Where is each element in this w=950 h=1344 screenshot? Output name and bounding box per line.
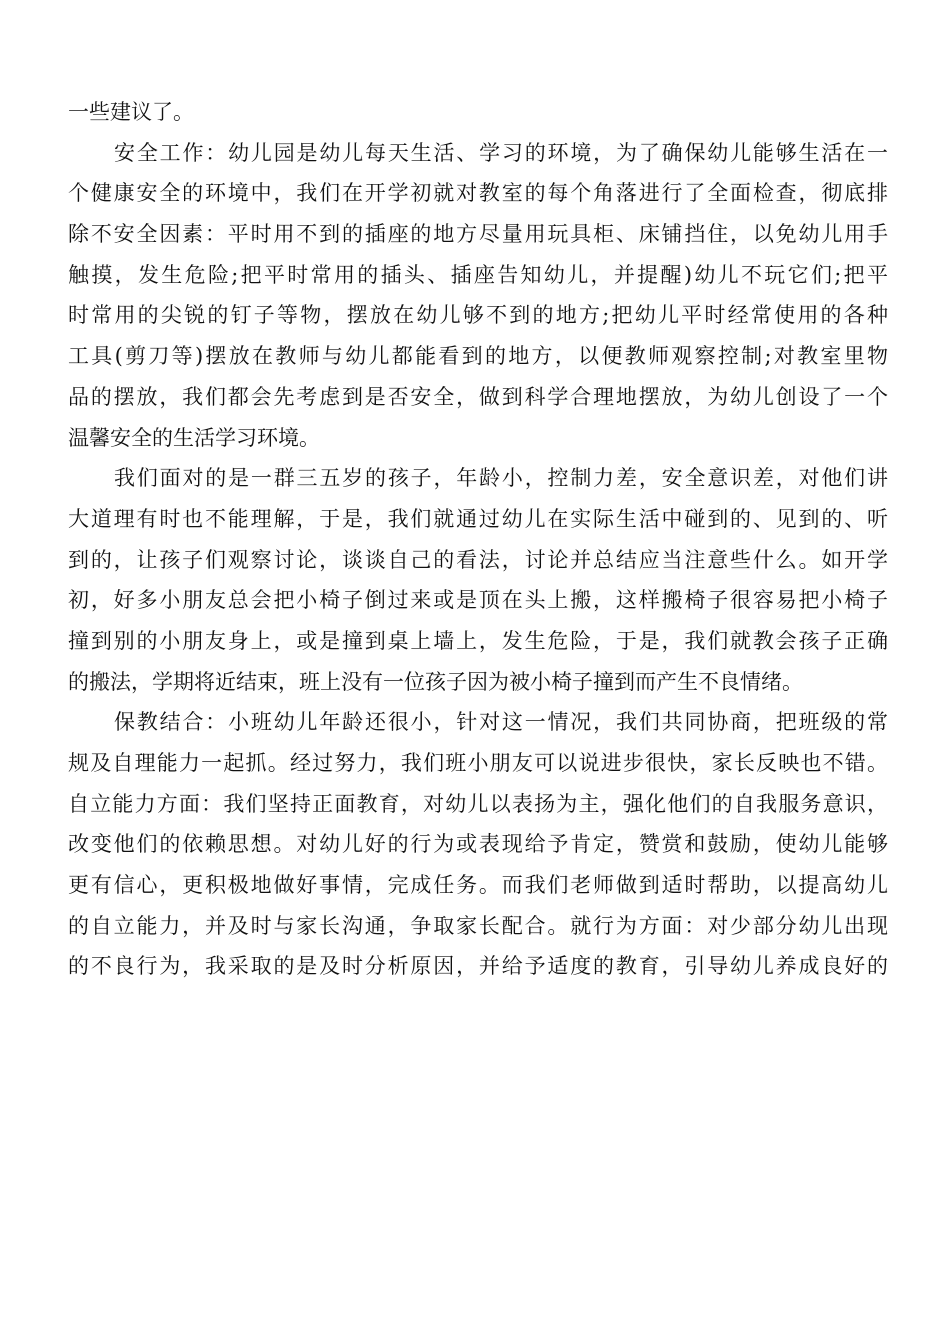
text-line: 更有信心，更积极地做好事情，完成任务。而我们老师做到适时帮助，以提高幼儿 (68, 873, 888, 898)
text-line: 温馨安全的生活学习环境。 (68, 425, 320, 450)
text-line: 时常用的尖锐的钉子等物，摆放在幼儿够不到的地方;把幼儿平时经常使用的各种 (68, 303, 888, 328)
text-line: 品的摆放，我们都会先考虑到是否安全，做到科学合理地摆放，为幼儿创设了一个 (68, 384, 888, 409)
text-line: 工具(剪刀等)摆放在教师与幼儿都能看到的地方，以便教师观察控制;对教室里物 (68, 344, 888, 369)
text-line: 大道理有时也不能理解，于是，我们就通过幼儿在实际生活中碰到的、见到的、听 (68, 506, 888, 531)
text-line: 撞到别的小朋友身上，或是撞到桌上墙上，发生危险，于是，我们就教会孩子正确 (68, 628, 888, 653)
text-line: 我们面对的是一群三五岁的孩子，年龄小，控制力差，安全意识差，对他们讲 (114, 466, 888, 491)
text-line: 改变他们的依赖思想。对幼儿好的行为或表现给予肯定，赞赏和鼓励，使幼儿能够 (68, 832, 888, 857)
text-line: 初，好多小朋友总会把小椅子倒过来或是顶在头上搬，这样搬椅子很容易把小椅子 (68, 588, 888, 613)
text-line: 安全工作：幼儿园是幼儿每天生活、学习的环境，为了确保幼儿能够生活在一 (114, 140, 888, 165)
text-line: 保教结合：小班幼儿年龄还很小，针对这一情况，我们共同协商，把班级的常 (114, 710, 888, 735)
text-line: 除不安全因素：平时用不到的插座的地方尽量用玩具柜、床铺挡住，以免幼儿用手 (68, 222, 888, 247)
text-line: 自立能力方面：我们坚持正面教育，对幼儿以表扬为主，强化他们的自我服务意识， (68, 791, 888, 816)
text-line: 触摸，发生危险;把平时常用的插头、插座告知幼儿，并提醒)幼儿不玩它们;把平 (68, 262, 888, 287)
text-line: 的搬法，学期将近结束，班上没有一位孩子因为被小椅子撞到而产生不良情绪。 (68, 669, 803, 694)
text-line: 个健康安全的环境中，我们在开学初就对教室的每个角落进行了全面检查，彻底排 (68, 181, 888, 206)
text-line: 到的，让孩子们观察讨论，谈谈自己的看法，讨论并总结应当注意些什么。如开学 (68, 547, 888, 572)
text-line: 一些建议了。 (68, 100, 194, 124)
text-line: 的不良行为，我采取的是及时分析原因，并给予适度的教育，引导幼儿养成良好的 (68, 954, 888, 979)
text-line: 规及自理能力一起抓。经过努力，我们班小朋友可以说进步很快，家长反映也不错。 (68, 751, 888, 775)
text-line: 的自立能力，并及时与家长沟通，争取家长配合。就行为方面：对少部分幼儿出现 (68, 913, 888, 938)
document-body (68, 92, 888, 987)
